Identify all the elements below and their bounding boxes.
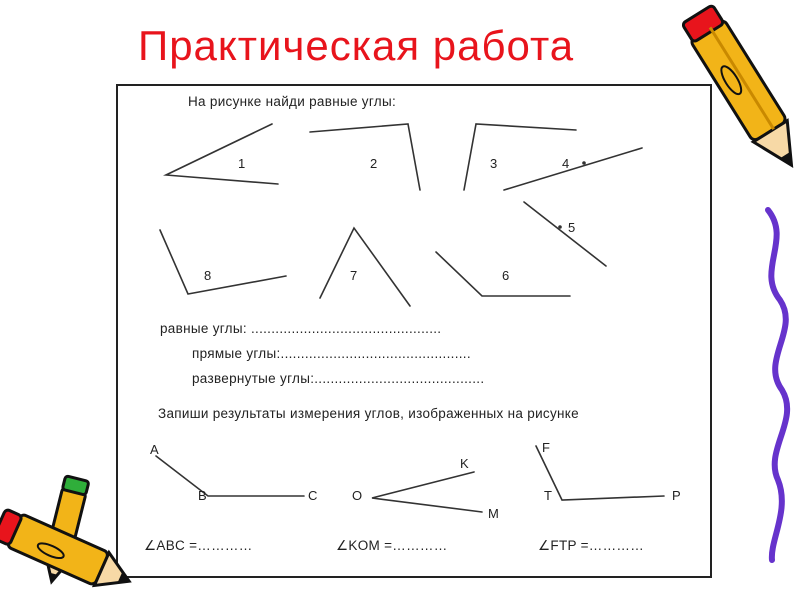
angle-1 (166, 124, 278, 184)
measurement-ftp: ∠FTP =………… (538, 538, 644, 553)
angle-5 (524, 202, 606, 266)
point-o-label: O (352, 488, 363, 503)
point-m-label: M (488, 506, 499, 521)
point-c-label: C (308, 488, 318, 503)
point-a-label: A (150, 442, 159, 457)
point-5 (558, 225, 562, 229)
angle-kom (372, 472, 482, 512)
angle-number-6: 6 (502, 268, 510, 283)
angle-4 (504, 148, 642, 190)
pencil-icon (40, 476, 89, 585)
angle-3 (464, 124, 576, 190)
point-t-label: T (544, 488, 552, 503)
page-title: Практическая работа (138, 22, 575, 69)
angle-number-5: 5 (568, 220, 576, 235)
angle-abc (156, 456, 304, 496)
angle-number-1: 1 (238, 156, 246, 171)
straight-angles-answer: развернутые углы:.......................................... (192, 371, 485, 386)
measurement-kom: ∠KOM =………… (336, 538, 448, 553)
angle-ftp (536, 446, 664, 500)
angle-number-2: 2 (370, 156, 378, 171)
wavy-line (768, 210, 787, 560)
angle-number-4: 4 (562, 156, 570, 171)
point-f-label: F (542, 440, 550, 455)
worksheet (116, 84, 712, 578)
point-4 (582, 161, 586, 165)
measurement-abc: ∠ABC =………… (144, 538, 253, 553)
angle-2 (310, 124, 420, 190)
measure-instruction: Запиши результаты измерения углов, изображенных на рисунке (158, 406, 579, 421)
point-k-label: K (460, 456, 469, 471)
right-angles-answer: прямые углы:............................................... (192, 346, 471, 361)
point-p-label: P (672, 488, 681, 503)
angle-number-7: 7 (350, 268, 358, 283)
point-b-label: B (198, 488, 207, 503)
angle-8 (160, 230, 286, 294)
angle-number-8: 8 (204, 268, 212, 283)
angle-7 (320, 228, 410, 306)
find-equal-angles-instruction: На рисунке найди равные углы: (188, 94, 397, 109)
angle-number-3: 3 (490, 156, 498, 171)
equal-angles-answer: равные углы: ............................................... (160, 321, 442, 336)
